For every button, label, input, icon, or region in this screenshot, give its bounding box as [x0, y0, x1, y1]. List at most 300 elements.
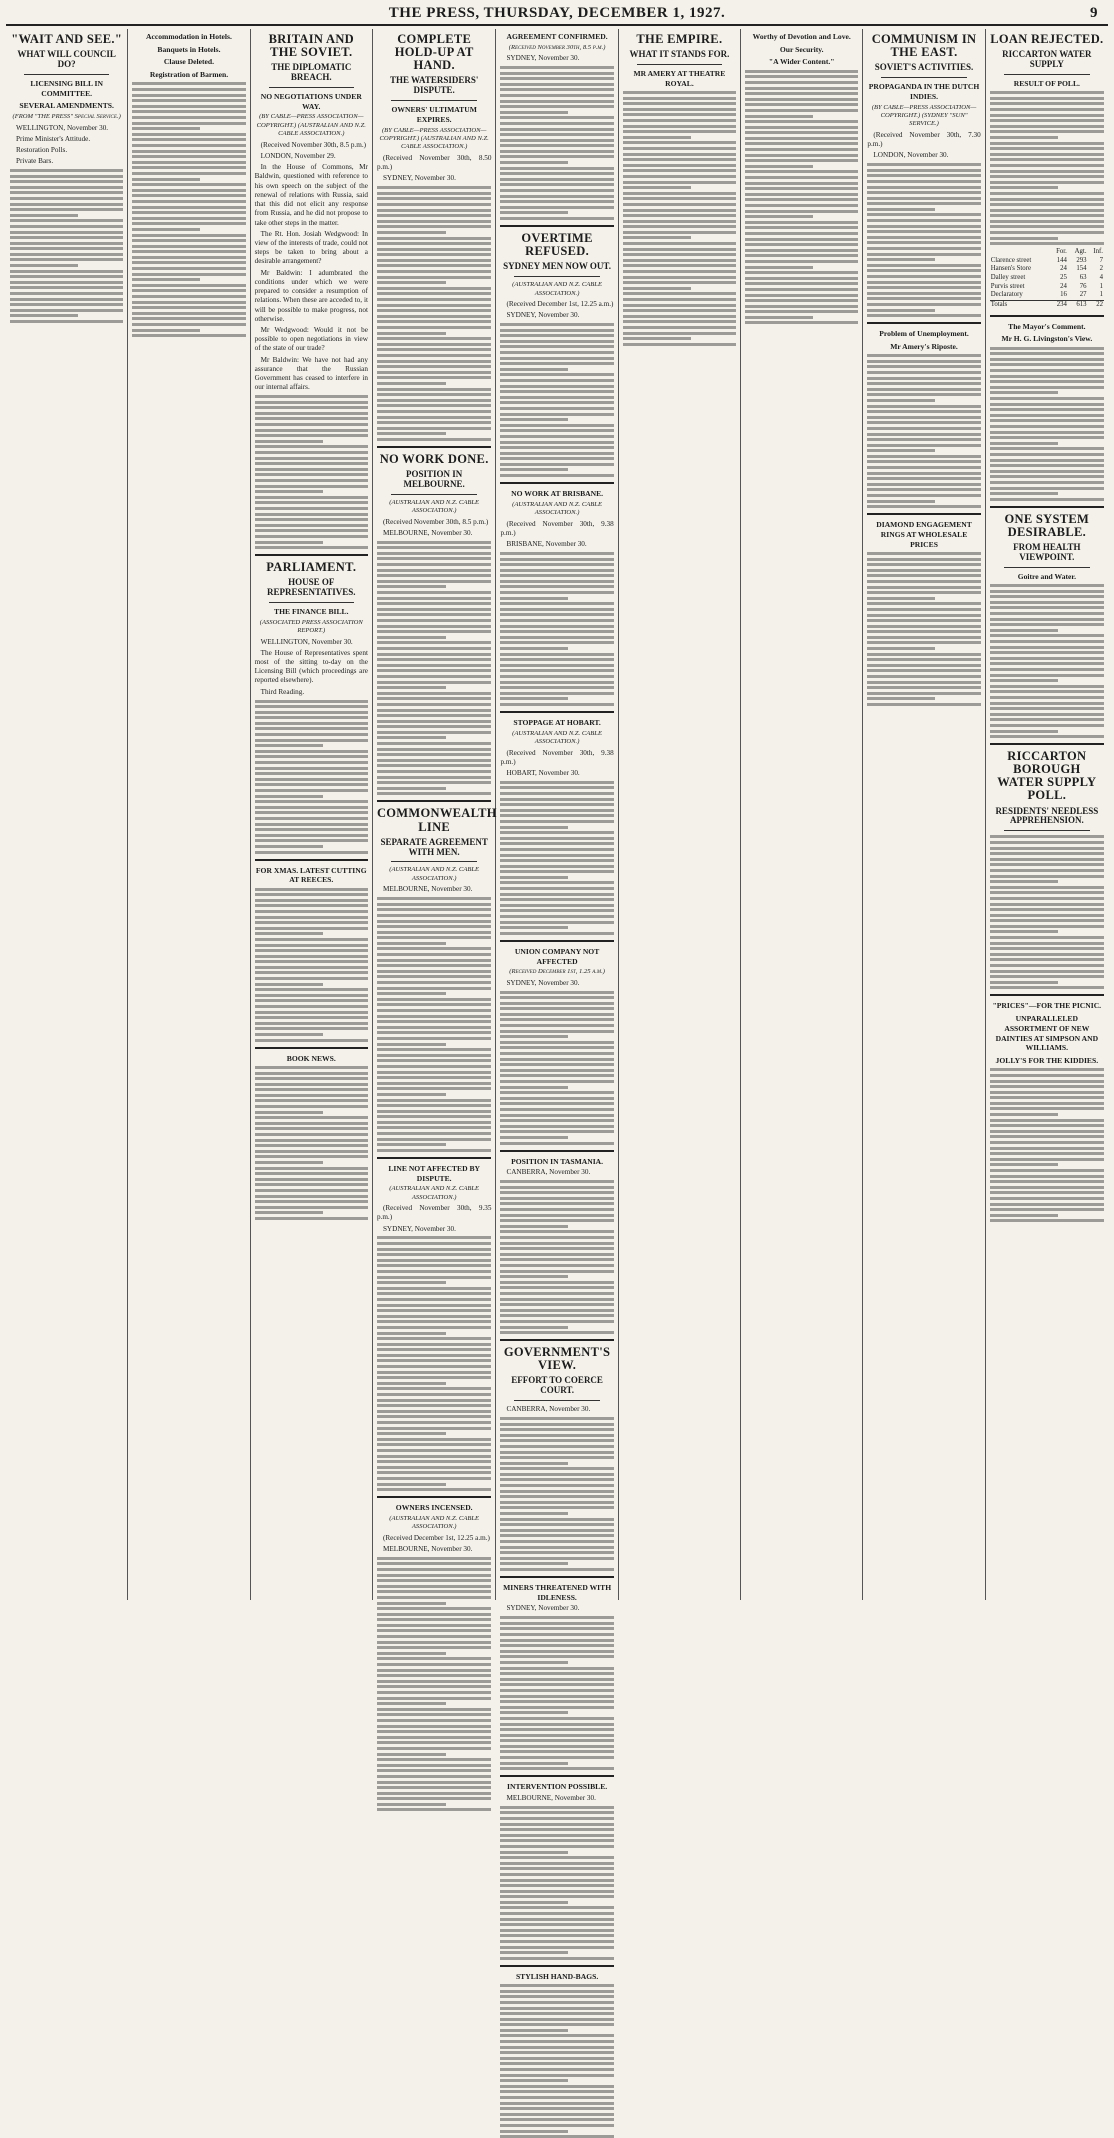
text-line — [377, 653, 492, 656]
text-line — [990, 425, 1104, 428]
article-subhead: UNION COMPANY NOT AFFECTED — [514, 946, 600, 966]
text-line — [500, 1270, 613, 1273]
text-line — [990, 618, 1104, 621]
text-line — [500, 116, 613, 119]
text-line — [623, 164, 736, 167]
text-line — [377, 1371, 492, 1374]
text-line — [867, 225, 980, 228]
text-line — [10, 175, 123, 178]
text-line — [500, 77, 613, 80]
text-line — [867, 438, 980, 441]
text-line — [500, 1745, 613, 1748]
text-line — [10, 258, 123, 261]
text-line — [867, 371, 980, 374]
text-line — [500, 1298, 613, 1301]
text-line — [10, 169, 123, 172]
text-line — [377, 641, 492, 644]
article-subhead: THE DIPLOMATIC BREACH. — [271, 62, 352, 83]
text-line — [990, 414, 1104, 417]
text-line — [377, 393, 492, 396]
text-line — [500, 786, 613, 789]
text-line — [10, 242, 123, 245]
text-line — [500, 1473, 613, 1476]
text-line — [867, 405, 980, 408]
text-line — [500, 563, 613, 566]
text-line — [500, 1451, 613, 1454]
text-line — [377, 1652, 446, 1655]
text-line — [377, 563, 492, 566]
article-paragraph: SYDNEY, November 30. — [506, 978, 580, 987]
text-line — [990, 612, 1104, 615]
text-line — [377, 337, 492, 340]
text-line — [377, 1270, 492, 1273]
text-line — [623, 337, 691, 340]
text-line — [623, 136, 691, 139]
text-line — [500, 842, 613, 845]
text-line — [132, 256, 245, 259]
text-line — [500, 396, 613, 399]
text-line — [500, 122, 613, 125]
text-lines-placeholder — [500, 1180, 613, 1334]
text-line — [377, 192, 492, 195]
text-line — [377, 1093, 446, 1096]
text-line — [500, 345, 613, 348]
article-paragraph: Mr Wedgwood: Would it not be possible to open negotiations in view of the state of our trade? — [254, 325, 368, 353]
text-line — [500, 88, 613, 91]
text-line — [377, 903, 492, 906]
text-line — [500, 1191, 613, 1194]
text-line — [377, 1455, 492, 1458]
text-line — [500, 619, 613, 622]
text-line — [255, 966, 368, 969]
article-separator — [990, 994, 1104, 996]
text-line — [990, 947, 1104, 950]
text-line — [255, 1127, 368, 1130]
text-line — [255, 457, 368, 460]
text-line — [867, 236, 980, 239]
text-line — [867, 186, 980, 189]
text-line — [255, 1211, 323, 1214]
text-line — [500, 1568, 613, 1571]
text-line — [745, 260, 858, 263]
text-line — [500, 1750, 613, 1753]
text-line — [623, 236, 691, 239]
text-line — [867, 625, 980, 628]
text-line — [500, 1046, 613, 1049]
text-line — [255, 977, 368, 980]
article-separator — [377, 1157, 492, 1159]
text-line — [377, 1242, 492, 1245]
text-line — [990, 1102, 1104, 1105]
text-line — [500, 1180, 613, 1183]
text-line — [377, 1404, 492, 1407]
text-line — [500, 798, 613, 801]
text-line — [132, 323, 245, 326]
text-line — [500, 1884, 613, 1887]
text-lines-placeholder — [623, 91, 736, 346]
text-line — [990, 623, 1104, 626]
text-line — [500, 150, 613, 153]
text-line — [377, 897, 492, 900]
text-line — [255, 479, 368, 482]
text-line — [623, 259, 736, 262]
text-line — [623, 197, 736, 200]
text-line — [500, 1423, 613, 1426]
text-line — [500, 362, 613, 365]
text-line — [867, 664, 980, 667]
text-lines-placeholder — [500, 1417, 613, 1571]
text-line — [623, 186, 691, 189]
article-headline: ONE SYSTEM DESIRABLE. — [1004, 511, 1090, 539]
article-paragraph: (Received November 30th, 8.5 p.m.) — [382, 517, 489, 526]
text-line — [255, 1167, 368, 1170]
text-line — [377, 1082, 492, 1085]
text-line — [500, 111, 568, 114]
text-lines-placeholder — [500, 66, 613, 220]
text-line — [500, 1546, 613, 1549]
text-line — [500, 357, 613, 360]
text-line — [990, 1141, 1104, 1144]
text-line — [990, 408, 1104, 411]
text-lines-placeholder — [867, 552, 980, 706]
text-line — [132, 127, 200, 130]
poll-cell: Purvis street — [990, 282, 1025, 290]
text-line — [500, 1806, 613, 1809]
article-separator — [255, 1047, 368, 1049]
text-line — [255, 1099, 368, 1102]
text-line — [377, 1663, 492, 1666]
article-paragraph: (Received November 30th, 7.30 p.m.) — [867, 130, 981, 149]
text-line — [500, 585, 613, 588]
column-1 — [6, 29, 128, 1600]
article-subhead: POSITION IN MELBOURNE. — [403, 469, 465, 489]
text-line — [500, 195, 613, 198]
text-line — [500, 66, 613, 69]
text-line — [500, 1478, 613, 1481]
text-line — [10, 314, 78, 317]
text-line — [500, 1879, 613, 1882]
text-line — [255, 445, 368, 448]
text-line — [867, 580, 980, 583]
text-line — [745, 198, 858, 201]
text-line — [377, 681, 492, 684]
text-line — [990, 1158, 1104, 1161]
text-line — [990, 386, 1104, 389]
text-line — [377, 787, 446, 790]
text-line — [990, 453, 1104, 456]
text-line — [377, 1298, 492, 1301]
text-line — [867, 558, 980, 561]
text-line — [500, 2113, 613, 2116]
article-subhead: FROM HEALTH VIEWPOINT. — [1013, 541, 1081, 562]
article-subhead: Banquets in Hotels. — [157, 44, 221, 54]
text-line — [990, 447, 1104, 450]
article-subhead: AGREEMENT CONFIRMED. — [506, 32, 608, 41]
text-line — [377, 964, 492, 967]
text-line — [255, 800, 368, 803]
text-line — [255, 811, 368, 814]
poll-cell: 7 — [1099, 256, 1103, 264]
text-line — [500, 915, 613, 918]
text-line — [500, 1114, 613, 1117]
text-line — [377, 404, 492, 407]
text-line — [500, 189, 613, 192]
article-separator — [500, 1576, 613, 1578]
text-line — [990, 1135, 1104, 1138]
text-line — [255, 845, 323, 848]
text-line — [990, 1080, 1104, 1083]
text-line — [500, 1895, 613, 1898]
text-line — [377, 742, 492, 745]
text-line — [377, 360, 492, 363]
text-line — [867, 569, 980, 572]
text-line — [990, 481, 1104, 484]
text-line — [990, 347, 1104, 350]
text-line — [500, 1309, 613, 1312]
text-line — [255, 755, 368, 758]
text-line — [500, 1462, 568, 1465]
text-line — [867, 303, 980, 306]
text-line — [867, 169, 980, 172]
text-line — [377, 1460, 492, 1463]
text-lines-placeholder — [500, 1806, 613, 1960]
text-line — [377, 942, 446, 945]
text-line — [377, 253, 492, 256]
text-line — [377, 231, 446, 234]
text-line — [867, 563, 980, 566]
text-line — [255, 971, 368, 974]
text-line — [990, 192, 1104, 195]
text-line — [745, 137, 858, 140]
text-line — [500, 2029, 568, 2032]
poll-cell: 24 — [1060, 265, 1067, 273]
article-dateline: (BY CABLE—PRESS ASSOCIATION—COPYRIGHT.) (AUSTRALIAN AND N.Z. CABLE ASSOCIATION.) — [256, 113, 366, 138]
text-lines-placeholder — [990, 1068, 1104, 1222]
poll-cell: 27 — [1079, 291, 1087, 299]
text-line — [500, 340, 613, 343]
text-line — [377, 1365, 492, 1368]
text-line — [377, 1320, 492, 1323]
text-line — [10, 292, 123, 295]
text-line — [500, 1557, 613, 1560]
text-line — [255, 904, 368, 907]
text-line — [745, 75, 858, 78]
text-line — [377, 664, 492, 667]
text-line — [10, 231, 123, 234]
text-line — [255, 778, 368, 781]
text-line — [867, 602, 980, 605]
subhead-rule — [1004, 74, 1090, 75]
text-line — [990, 724, 1104, 727]
text-lines-placeholder — [377, 186, 492, 441]
text-line — [500, 1303, 613, 1306]
text-line — [500, 105, 613, 108]
text-line — [132, 200, 245, 203]
poll-cell: Clarence street — [990, 256, 1032, 264]
text-line — [377, 1747, 492, 1750]
text-lines-placeholder — [377, 541, 492, 796]
text-line — [623, 97, 736, 100]
text-line — [500, 1756, 613, 1759]
text-line — [745, 92, 858, 95]
text-line — [500, 1851, 568, 1854]
text-line — [990, 1147, 1104, 1150]
text-line — [990, 1175, 1104, 1178]
text-line — [255, 932, 323, 935]
text-line — [255, 451, 368, 454]
article-headline: PARLIAMENT. — [266, 560, 357, 575]
text-line — [500, 2130, 568, 2133]
text-line — [255, 733, 368, 736]
text-line — [377, 753, 492, 756]
text-line — [990, 869, 1104, 872]
text-line — [745, 277, 858, 280]
article-dateline: (AUSTRALIAN AND N.Z. CABLE ASSOCIATION.) — [512, 281, 602, 297]
text-line — [500, 1058, 613, 1061]
text-line — [990, 487, 1104, 490]
text-line — [255, 1077, 368, 1080]
text-line — [500, 1867, 613, 1870]
text-line — [867, 382, 980, 385]
text-line — [377, 1003, 492, 1006]
poll-header-cell: Agt. — [1074, 247, 1087, 255]
text-line — [867, 597, 935, 600]
text-line — [867, 191, 980, 194]
column-8 — [863, 29, 985, 1600]
text-line — [377, 770, 492, 773]
text-line — [500, 1202, 613, 1205]
text-line — [990, 590, 1104, 593]
article-subhead: THE WATERSIDERS' DISPUTE. — [389, 75, 479, 96]
text-line — [500, 814, 613, 817]
text-line — [132, 166, 245, 169]
text-line — [500, 1108, 613, 1111]
text-line — [255, 983, 323, 986]
text-line — [10, 225, 123, 228]
text-line — [623, 181, 736, 184]
text-line — [867, 197, 980, 200]
text-line — [377, 714, 492, 717]
article-dateline: (AUSTRALIAN AND N.Z. CABLE ASSOCIATION.) — [389, 1514, 480, 1531]
text-line — [500, 597, 568, 600]
text-line — [255, 1088, 368, 1091]
text-line — [377, 276, 492, 279]
text-line — [990, 459, 1104, 462]
text-line — [867, 686, 980, 689]
text-line — [745, 187, 858, 190]
text-lines-placeholder — [255, 395, 368, 549]
text-lines-placeholder — [377, 1236, 492, 1491]
article-paragraph: (Received December 1st, 12.25 a.m.) — [382, 1533, 490, 1542]
article-subhead: RESULT OF POLL. — [1013, 78, 1080, 88]
text-line — [377, 1326, 492, 1329]
text-line — [500, 474, 613, 477]
text-line — [500, 1923, 613, 1926]
text-line — [500, 373, 613, 376]
text-line — [500, 865, 613, 868]
article-subhead: THE FINANCE BILL. — [274, 607, 349, 616]
article-paragraph: BRISBANE, November 30. — [506, 540, 587, 549]
poll-header-cell: Inf. — [1093, 247, 1103, 255]
text-line — [990, 175, 1104, 178]
text-line — [867, 460, 980, 463]
text-line — [990, 1163, 1059, 1166]
article-headline: NO WORK DONE. — [379, 451, 489, 466]
poll-total-row — [990, 300, 1104, 309]
poll-cell: Declaratory — [990, 291, 1023, 299]
text-line — [377, 298, 492, 301]
text-line — [990, 130, 1104, 133]
article-subhead: SEPARATE AGREEMENT WITH MEN. — [380, 836, 488, 857]
text-line — [132, 295, 245, 298]
text-line — [500, 809, 613, 812]
text-line — [377, 619, 492, 622]
text-line — [377, 1332, 446, 1335]
text-line — [500, 2012, 613, 2015]
text-line — [377, 748, 492, 751]
text-line — [500, 870, 613, 873]
text-line — [745, 98, 858, 101]
text-line — [623, 315, 736, 318]
article-headline: COMPLETE HOLD-UP AT HAND. — [394, 32, 474, 73]
text-line — [990, 369, 1104, 372]
article-headline: "WAIT AND SEE." — [11, 32, 123, 46]
article-subhead: Accommodation in Hotels. — [146, 32, 232, 41]
text-line — [377, 1071, 492, 1074]
poll-cell: 154 — [1076, 265, 1087, 273]
text-line — [377, 1702, 446, 1705]
text-line — [377, 1415, 492, 1418]
text-line — [990, 158, 1104, 161]
text-line — [10, 303, 123, 306]
text-line — [500, 580, 613, 583]
text-line — [990, 730, 1059, 733]
text-line — [255, 434, 368, 437]
text-line — [990, 1107, 1104, 1110]
article-subhead: The Mayor's Comment. — [1008, 321, 1086, 331]
text-line — [500, 178, 613, 181]
text-line — [500, 457, 613, 460]
article-subhead: JOLLY'S FOR THE KIDDIES. — [995, 1056, 1099, 1065]
text-line — [255, 1011, 368, 1014]
subhead-rule — [1004, 567, 1090, 568]
text-line — [500, 351, 613, 354]
text-line — [623, 242, 736, 245]
text-line — [500, 1314, 613, 1317]
article-separator — [500, 482, 613, 484]
text-line — [377, 1691, 492, 1694]
article-headline: THE EMPIRE. — [636, 32, 723, 46]
text-line — [255, 722, 368, 725]
article-subhead: Mr H. G. Livingston's View. — [1001, 334, 1093, 344]
article-dateline: (AUSTRALIAN AND N.Z. CABLE ASSOCIATION.) — [512, 729, 602, 746]
article-separator — [990, 743, 1104, 745]
text-line — [500, 1512, 568, 1515]
text-line — [500, 1890, 613, 1893]
text-line — [377, 1736, 492, 1739]
text-line — [500, 613, 613, 616]
text-line — [500, 1823, 613, 1826]
text-line — [867, 427, 980, 430]
text-line — [132, 116, 245, 119]
subhead-rule — [269, 602, 354, 603]
text-line — [500, 2007, 613, 2010]
article-paragraph: SYDNEY, November 30. — [506, 1604, 580, 1613]
text-line — [500, 1097, 613, 1100]
text-line — [500, 2102, 613, 2105]
text-line — [377, 421, 492, 424]
poll-header-cell — [990, 248, 1050, 257]
